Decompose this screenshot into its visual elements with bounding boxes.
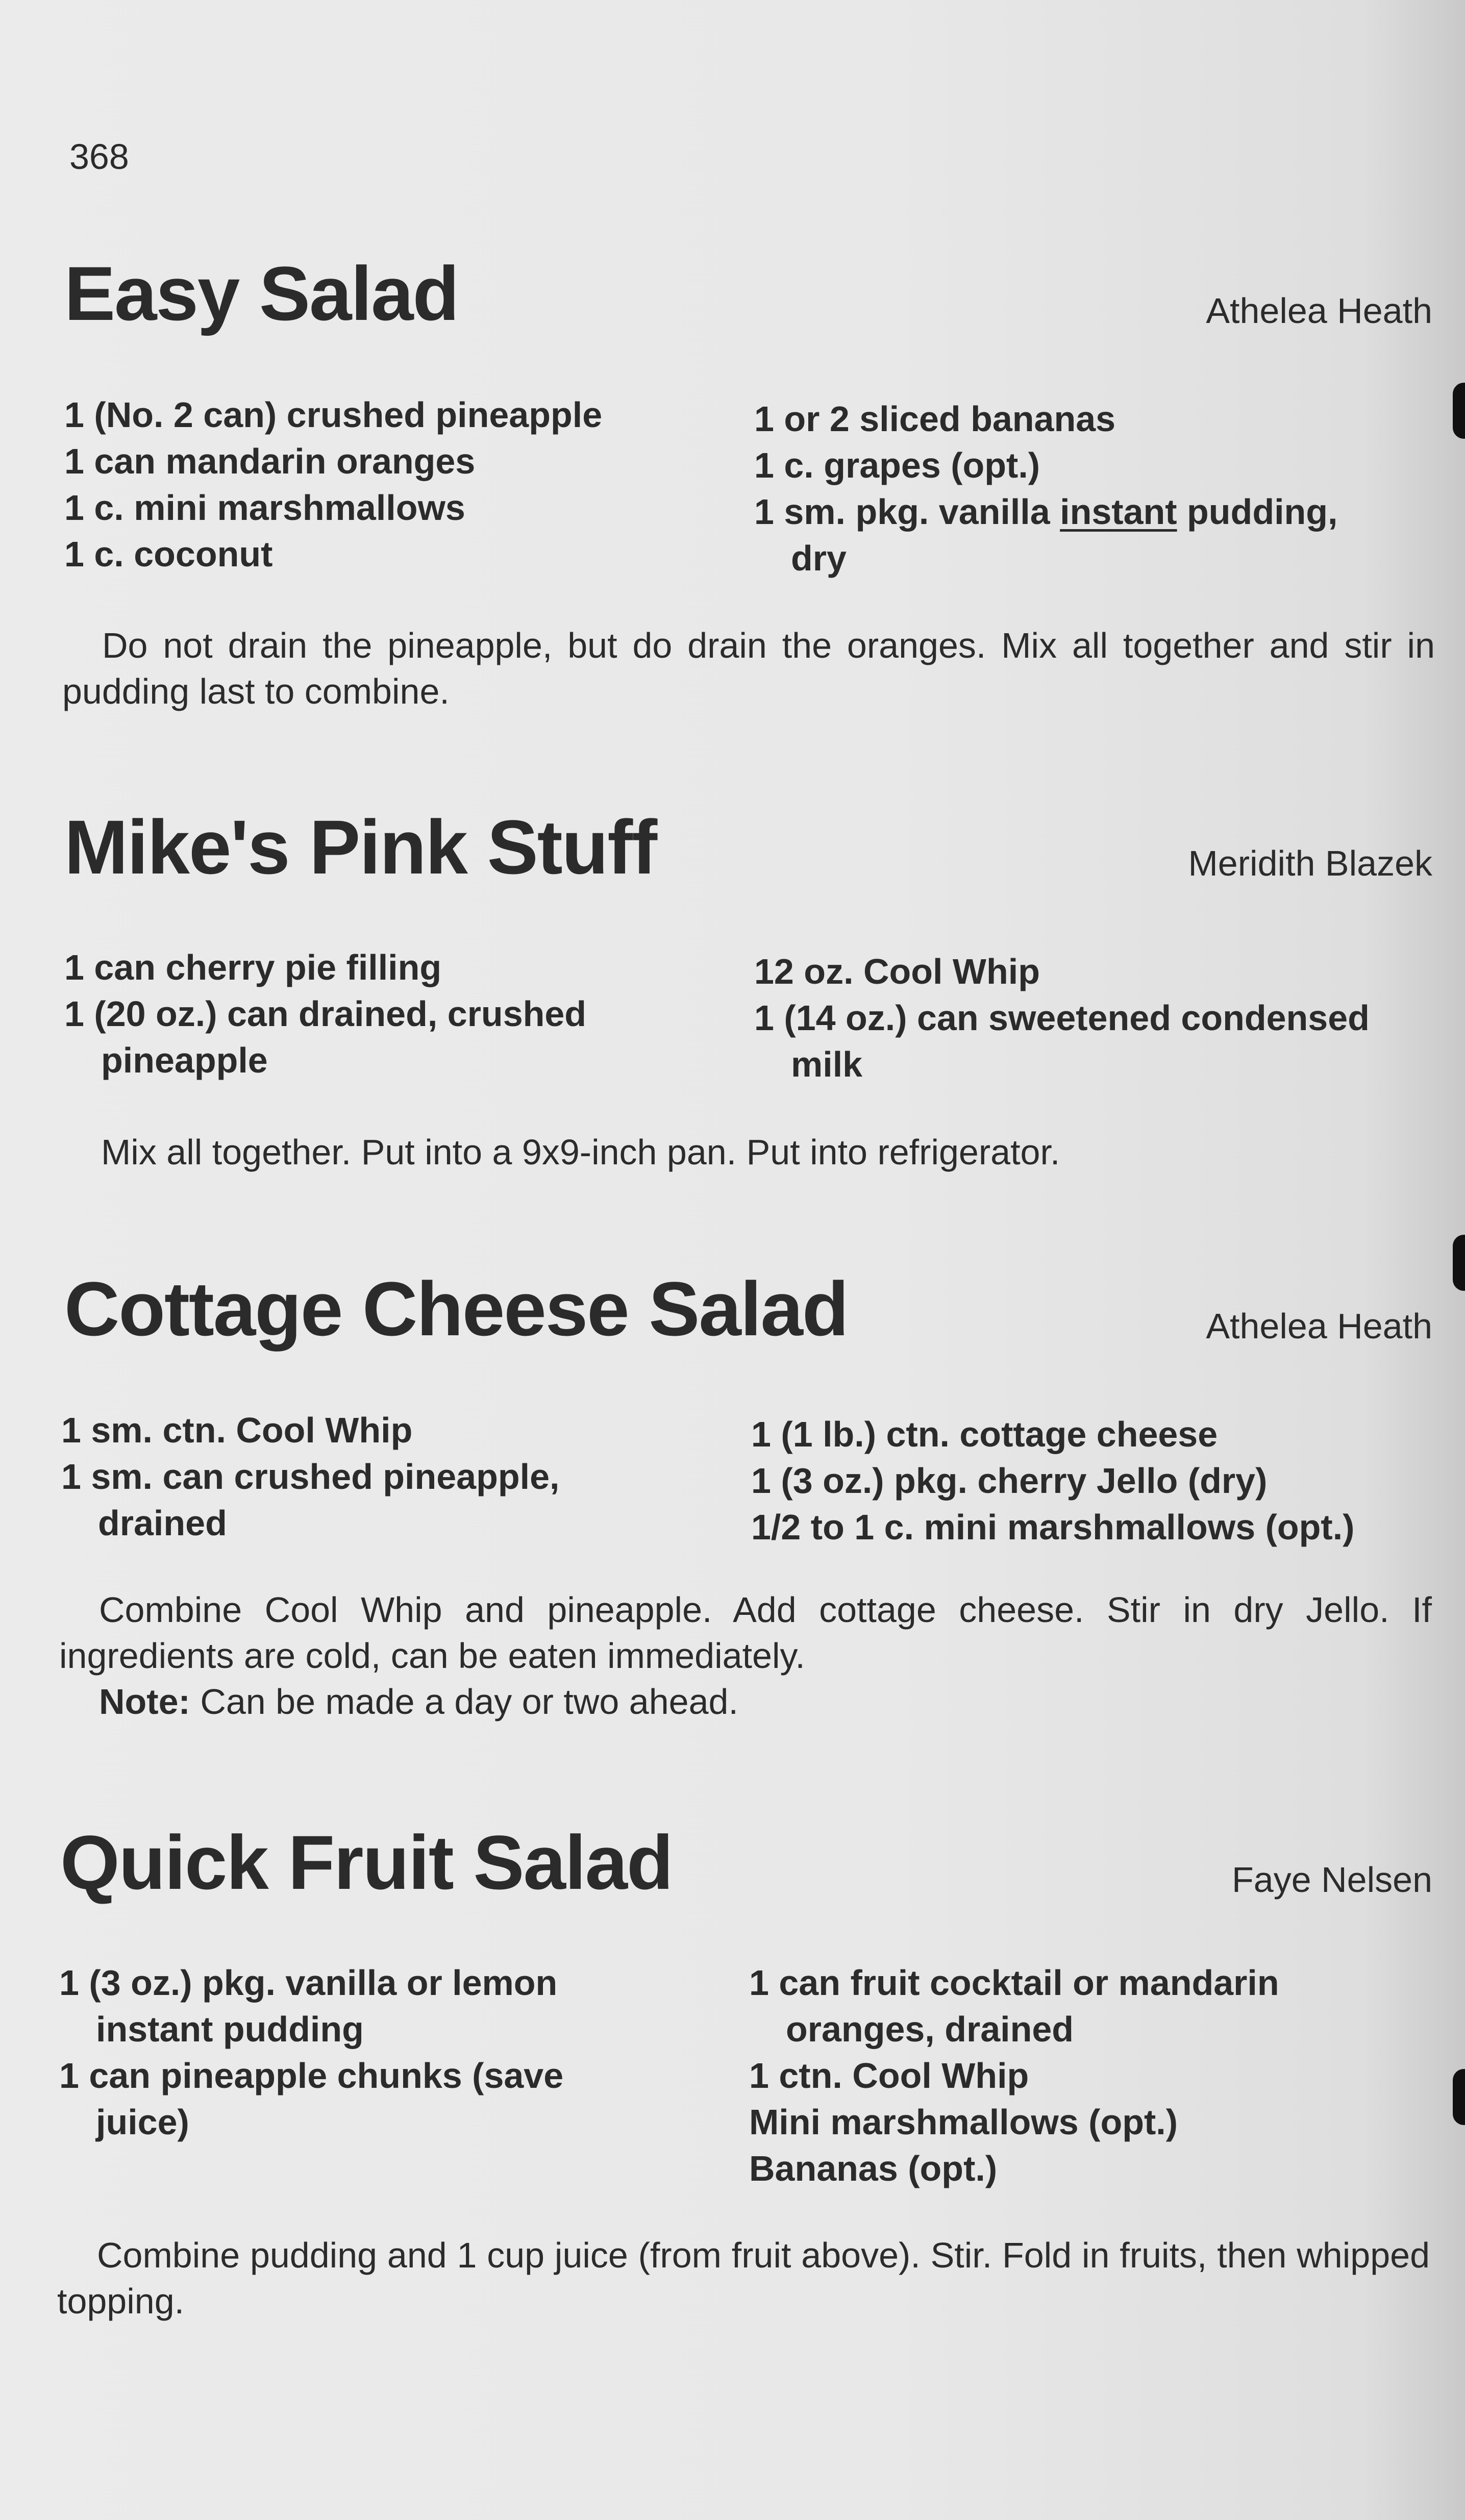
- recipe-header: [0, 1266, 1465, 1373]
- ingredient-item: 1 can fruit cocktail or mandarin: [749, 1963, 1279, 2003]
- ingredient-item: 1 or 2 sliced bananas: [754, 399, 1116, 439]
- recipe-quick-fruit-salad: [0, 1819, 1465, 2321]
- directions-text: Do not drain the pineapple, but do drain the oranges. Mix all together and stir in pudding last to combine.: [62, 626, 1435, 711]
- ingredient-item: 1 (20 oz.) can drained, crushed: [64, 994, 587, 1034]
- ingredient-item: 1 c. coconut: [64, 534, 273, 574]
- recipe-title: Cottage Cheese Salad: [64, 1266, 848, 1352]
- ingredient-item: 1 sm. can crushed pineapple,: [61, 1457, 560, 1496]
- recipe-easy-salad: [0, 251, 1465, 711]
- ingredient-item: 1 (3 oz.) pkg. cherry Jello (dry): [751, 1461, 1268, 1501]
- ingredient-item: 1 can cherry pie filling: [64, 947, 442, 987]
- ingredient-item: 1 sm. ctn. Cool Whip: [61, 1410, 413, 1450]
- ingredients-left-column: [61, 1407, 725, 1546]
- recipe-title: Mike's Pink Stuff: [64, 804, 657, 890]
- ingredient-item: 1 can mandarin oranges: [64, 441, 476, 481]
- directions-note: [59, 1679, 1432, 1725]
- ingredient-item: Bananas (opt.): [749, 2149, 998, 2188]
- recipe-title: Quick Fruit Salad: [60, 1819, 673, 1905]
- recipe-header: [0, 1819, 1465, 1926]
- ingredients-right-column: [754, 949, 1443, 1088]
- ingredient-item-continued: juice): [96, 2102, 189, 2142]
- ingredient-item-continued: instant pudding: [96, 2009, 364, 2049]
- directions: [59, 1587, 1432, 1725]
- ingredient-item: 1/2 to 1 c. mini marshmallows (opt.): [751, 1507, 1355, 1547]
- recipe-author: Athelea Heath: [1206, 291, 1432, 331]
- directions: [57, 2232, 1430, 2324]
- ingredients-left-column: [64, 944, 728, 1084]
- ingredient-item-continued: dry: [791, 538, 847, 578]
- binder-hole: [1453, 1235, 1465, 1291]
- ingredient-item: 1 can pineapple chunks (save: [59, 2056, 564, 2095]
- ingredient-item: 1 (1 lb.) ctn. cottage cheese: [751, 1414, 1218, 1454]
- ingredient-item: 1 (No. 2 can) crushed pineapple: [64, 395, 603, 435]
- ingredient-item-underlined: [754, 489, 1443, 535]
- page-number: 368: [69, 137, 129, 177]
- recipe-cottage-cheese-salad: [0, 1266, 1465, 1721]
- ingredient-item-continued: milk: [791, 1044, 863, 1084]
- ingredient-item-continued: oranges, drained: [786, 2009, 1074, 2049]
- ingredient-text-underlined: instant: [1060, 492, 1177, 532]
- recipe-header: [0, 251, 1465, 357]
- directions-text: Combine Cool Whip and pineapple. Add cottage cheese. Stir in dry Jello. If ingredients are cold, can be eaten immediately.: [59, 1590, 1432, 1676]
- ingredients-right-column: [751, 1411, 1440, 1551]
- ingredients-right-column: [749, 1960, 1438, 2192]
- ingredient-item: 1 c. mini marshmallows: [64, 488, 465, 528]
- ingredients-right-column: [754, 396, 1443, 582]
- directions-text: Mix all together. Put into a 9x9-inch pan. Put into refrigerator.: [101, 1132, 1060, 1172]
- ingredient-item: 1 (3 oz.) pkg. vanilla or lemon: [59, 1963, 558, 2003]
- ingredient-item-continued: drained: [98, 1503, 227, 1543]
- recipe-author: Faye Nelsen: [1232, 1860, 1432, 1900]
- directions-text: Combine pudding and 1 cup juice (from fruit above). Stir. Fold in fruits, then whipped topping.: [57, 2235, 1430, 2321]
- note-text: Can be made a day or two ahead.: [190, 1682, 738, 1721]
- recipe-header: [0, 804, 1465, 911]
- recipe-author: Meridith Blazek: [1188, 843, 1432, 883]
- recipe-mikes-pink-stuff: [0, 804, 1465, 1172]
- recipe-author: Athelea Heath: [1206, 1306, 1432, 1346]
- ingredient-text-after: pudding,: [1177, 492, 1338, 532]
- note-label: Note:: [99, 1682, 190, 1721]
- ingredient-item-continued: pineapple: [101, 1040, 268, 1080]
- ingredient-item: Mini marshmallows (opt.): [749, 2102, 1178, 2142]
- ingredients-left-column: [64, 392, 728, 578]
- ingredient-item: 1 (14 oz.) can sweetened condensed: [754, 998, 1370, 1038]
- ingredient-item: 1 ctn. Cool Whip: [749, 2056, 1029, 2095]
- binder-hole: [1453, 2069, 1465, 2125]
- recipe-title: Easy Salad: [64, 251, 459, 336]
- binder-hole: [1453, 383, 1465, 439]
- ingredient-item: 12 oz. Cool Whip: [754, 952, 1040, 991]
- directions: [61, 1129, 1434, 1175]
- ingredient-item: 1 c. grapes (opt.): [754, 445, 1040, 485]
- directions: [62, 622, 1435, 714]
- ingredient-text-before: 1 sm. pkg. vanilla: [754, 492, 1060, 532]
- ingredients-left-column: [59, 1960, 723, 2145]
